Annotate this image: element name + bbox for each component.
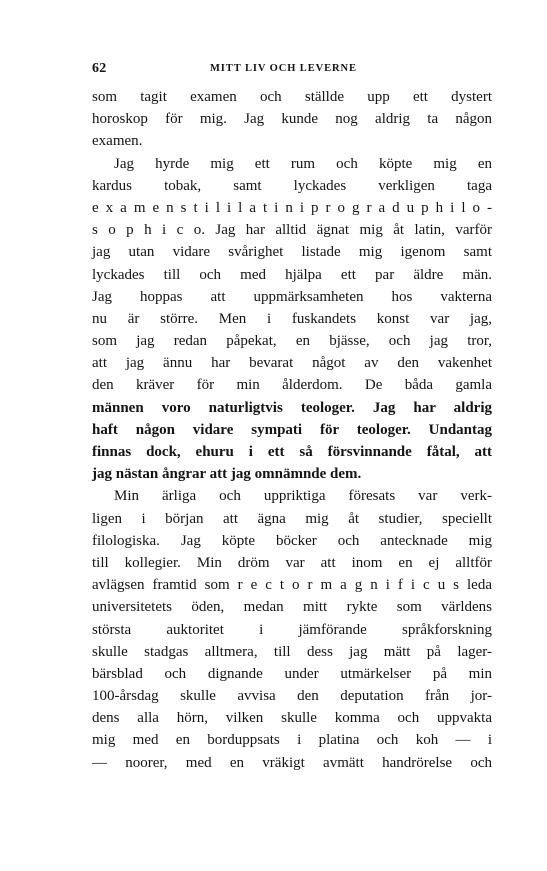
text-line: mig med en borduppsats i platina och koh — i xyxy=(92,732,492,749)
text-line: till kollegier. Min dröm var att inom en ej alltför xyxy=(92,554,492,571)
text-line: männen voro naturligtvis teologer. Jag har aldrig xyxy=(92,399,492,416)
text-line: ligen i början att ägna mig åt studier, speciellt xyxy=(92,510,492,527)
text-line: den kräver för min ålderdom. De båda gamla xyxy=(92,377,492,394)
running-title: MITT LIV OCH LEVERNE xyxy=(210,63,357,74)
text-line: som tagit examen och ställde upp ett dystert xyxy=(92,89,492,105)
text-line: lyckades till och med hjälpa ett par äldre män. xyxy=(92,266,492,283)
text-line: horoskop för mig. Jag kunde nog aldrig ta någon xyxy=(92,111,492,128)
text-line: examen. xyxy=(92,133,143,150)
text-line: som jag redan påpekat, en bjässe, och jag tror, xyxy=(92,333,492,350)
text-line: att jag ännu har bevarat något av den vakenhet xyxy=(92,355,492,372)
text-line: kardus tobak, samt lyckades verkligen taga xyxy=(92,177,492,194)
text-line: Jag hoppas att uppmärksamheten hos vakterna xyxy=(92,288,492,305)
text-line: avlägsen framtid som r e c t o r m a g n i f i c u s leda xyxy=(92,577,492,594)
text-line: filologiska. Jag köpte böcker och antecknade mig xyxy=(92,532,492,549)
text-line: jag utan vidare svårighet listade mig igenom samt xyxy=(92,244,492,261)
text-line: — noorer, med en vräkigt avmätt handrörelse och xyxy=(92,754,492,771)
text-line: universitetets öden, medan mitt rykte som världens xyxy=(92,599,492,616)
text-line: största auktoritet i jämförande språkforskning xyxy=(92,621,492,638)
text-line: bärsblad och dignande under utmärkelser på min xyxy=(92,665,492,682)
text-line: jag nästan ångrar att jag omnämnde dem. xyxy=(92,466,362,483)
text-line: skulle stadgas alltmera, till dess jag mätt på lager- xyxy=(92,643,492,660)
text-line: dens alla hörn, vilken skulle komma och uppvakta xyxy=(92,710,492,727)
text-line: Min ärliga och uppriktiga föresats var verk- xyxy=(114,488,492,505)
text-line: haft någon vidare sympati för teologer. Undantag xyxy=(92,421,492,438)
page-number: 62 xyxy=(92,61,107,76)
text-line: nu är större. Men i fuskandets konst var jag, xyxy=(92,310,492,327)
text-line: finnas dock, ehuru i ett så försvinnande fåtal, att xyxy=(92,444,492,460)
text-line: e x a m e n s t i l i l a t i n i p r o g r a d u p h i l o - xyxy=(92,199,492,216)
text-line: Jag hyrde mig ett rum och köpte mig en xyxy=(114,155,492,172)
body-text xyxy=(92,86,492,774)
text-line: 100-årsdag skulle avvisa den deputation från jor- xyxy=(92,688,492,705)
text-line: s o p h i c o. Jag har alltid ägnat mig åt latin, varför xyxy=(92,222,492,239)
